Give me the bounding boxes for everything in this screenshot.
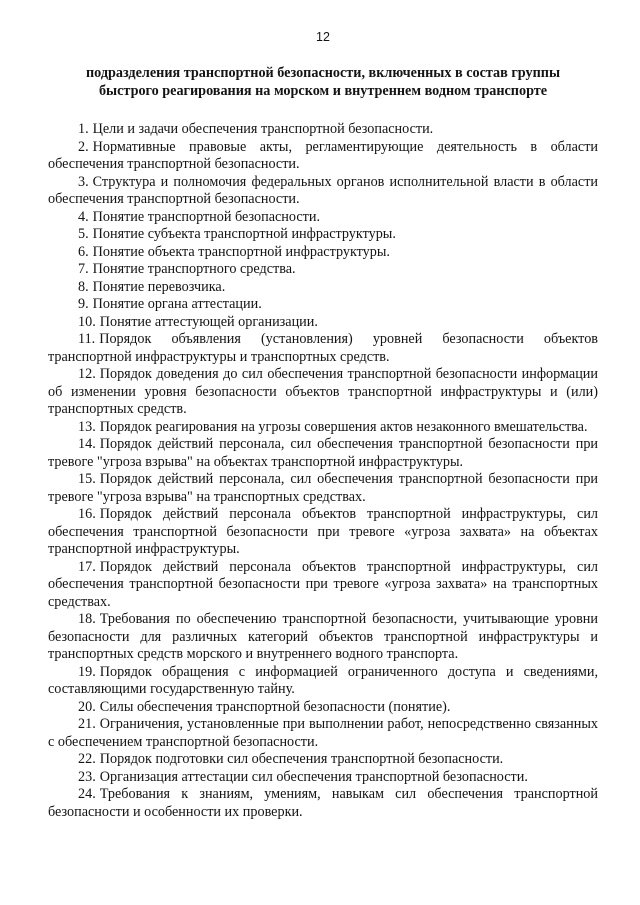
list-item: [48, 436, 598, 471]
list-item-number: 10.: [78, 313, 96, 330]
list-item: [48, 751, 598, 769]
list-item-text: Порядок подготовки сил обеспечения транспортной безопасности.: [99, 751, 504, 767]
list-item: [48, 611, 598, 664]
list-item-text: Требования по обеспечению транспортной безопасности, учитывающие уровни безопасности для различных категорий объектов транспортной инфраструктуры и транспортных средств морского и внутреннего водного транспорта.: [48, 611, 598, 662]
list-item: [48, 174, 598, 209]
list-item-text: Порядок доведения до сил обеспечения транспортной безопасности информации об изменении уровня безопасности объектов транспортной инфраструктуры и (или) транспортных средств.: [48, 366, 598, 417]
list-item-text: Понятие органа аттестации.: [92, 296, 262, 312]
list-item-text: Порядок объявления (установления) уровней безопасности объектов транспортной инфраструктуры и транспортных средств.: [48, 331, 598, 365]
list-item-text: Понятие транспортной безопасности.: [92, 208, 320, 225]
list-item-number: 3.: [78, 173, 89, 190]
list-item-number: 22.: [78, 751, 96, 767]
list-item: [48, 121, 598, 139]
list-item-number: 17.: [78, 558, 96, 575]
list-item-number: 8.: [78, 278, 89, 295]
list-item: [48, 139, 598, 174]
list-item-text: Нормативные правовые акты, регламентирующие деятельность в области обеспечения транспортной безопасности.: [48, 138, 598, 172]
list-item: [48, 716, 598, 751]
list-item-number: 11.: [78, 331, 96, 347]
list-item: [48, 296, 598, 314]
list-item-text: Понятие транспортного средства.: [92, 261, 296, 277]
list-item-number: 21.: [78, 716, 96, 732]
heading-line: подразделения транспортной безопасности, включенных в состав группы: [85, 65, 561, 81]
list-item-text: Понятие перевозчика.: [92, 278, 226, 295]
list-item: [48, 664, 598, 699]
list-item-text: Структура и полномочия федеральных органов исполнительной власти в области обеспечения транспортной безопасности.: [48, 173, 598, 207]
list-item: [48, 559, 598, 612]
list-item: [48, 366, 598, 419]
list-item-text: Порядок действий персонала, сил обеспечения транспортной безопасности при тревоге "угроза взрыва" на объектах транспортной инфраструктуры.: [48, 436, 598, 470]
heading-line: быстрого реагирования на морском и внутреннем водном транспорте: [98, 83, 548, 99]
list-item-text: Цели и задачи обеспечения транспортной безопасности.: [92, 121, 434, 137]
list-item-number: 5.: [78, 226, 89, 242]
list-item: [48, 786, 598, 821]
list-item: [48, 471, 598, 506]
list-item-text: Понятие субъекта транспортной инфраструктуры.: [92, 226, 396, 242]
list-item-number: 14.: [78, 436, 96, 452]
list-item-number: 19.: [78, 663, 96, 680]
list-item-number: 15.: [78, 471, 96, 487]
list-item-text: Порядок обращения с информацией ограниченного доступа и сведениями, составляющими государственную тайну.: [48, 663, 598, 697]
list-item-number: 24.: [78, 786, 96, 802]
list-item-number: 2.: [78, 138, 89, 155]
list-item: [48, 314, 598, 332]
list-item: [48, 419, 598, 437]
list-item-text: Порядок действий персонала объектов транспортной инфраструктуры, сил обеспечения транспортной безопасности при тревоге «угроза захвата» на объектах транспортной инфраструктуры.: [48, 506, 598, 557]
list-item: [48, 506, 598, 559]
list-item: [48, 279, 598, 297]
section-heading: [48, 64, 598, 100]
list-item: [48, 226, 598, 244]
list-item-number: 13.: [78, 418, 96, 435]
list-item: [48, 209, 598, 227]
topics-list: [48, 121, 598, 821]
page-number: 12: [316, 30, 330, 44]
list-item-number: 6.: [78, 243, 89, 260]
list-item: [48, 769, 598, 787]
list-item-text: Порядок действий персонала, сил обеспечения транспортной безопасности при тревоге "угроза взрыва" на транспортных средствах.: [48, 471, 598, 505]
list-item-number: 20.: [78, 698, 96, 715]
list-item-text: Понятие аттестующей организации.: [99, 313, 318, 330]
list-item-text: Порядок реагирования на угрозы совершения актов незаконного вмешательства.: [99, 418, 588, 435]
list-item-number: 7.: [78, 261, 89, 277]
list-item: [48, 261, 598, 279]
list-item-number: 12.: [78, 366, 96, 382]
list-item-text: Требования к знаниям, умениям, навыкам сил обеспечения транспортной безопасности и особенности их проверки.: [48, 786, 598, 820]
list-item-text: Понятие объекта транспортной инфраструктуры.: [92, 243, 390, 260]
list-item-number: 18.: [78, 611, 96, 627]
list-item-number: 9.: [78, 296, 89, 312]
list-item-text: Ограничения, установленные при выполнении работ, непосредственно связанных с обеспечением транспортной безопасности.: [48, 716, 598, 750]
list-item-number: 23.: [78, 768, 96, 785]
list-item: [48, 331, 598, 366]
list-item-number: 4.: [78, 208, 89, 225]
list-item-text: Силы обеспечения транспортной безопасности (понятие).: [99, 698, 451, 715]
list-item-text: Порядок действий персонала объектов транспортной инфраструктуры, сил обеспечения транспортной безопасности при тревоге «угроза захвата» на транспортных средствах.: [48, 558, 598, 610]
list-item-text: Организация аттестации сил обеспечения транспортной безопасности.: [99, 768, 528, 785]
list-item-number: 16.: [78, 506, 96, 522]
list-item: [48, 244, 598, 262]
list-item-number: 1.: [78, 121, 89, 137]
list-item: [48, 699, 598, 717]
